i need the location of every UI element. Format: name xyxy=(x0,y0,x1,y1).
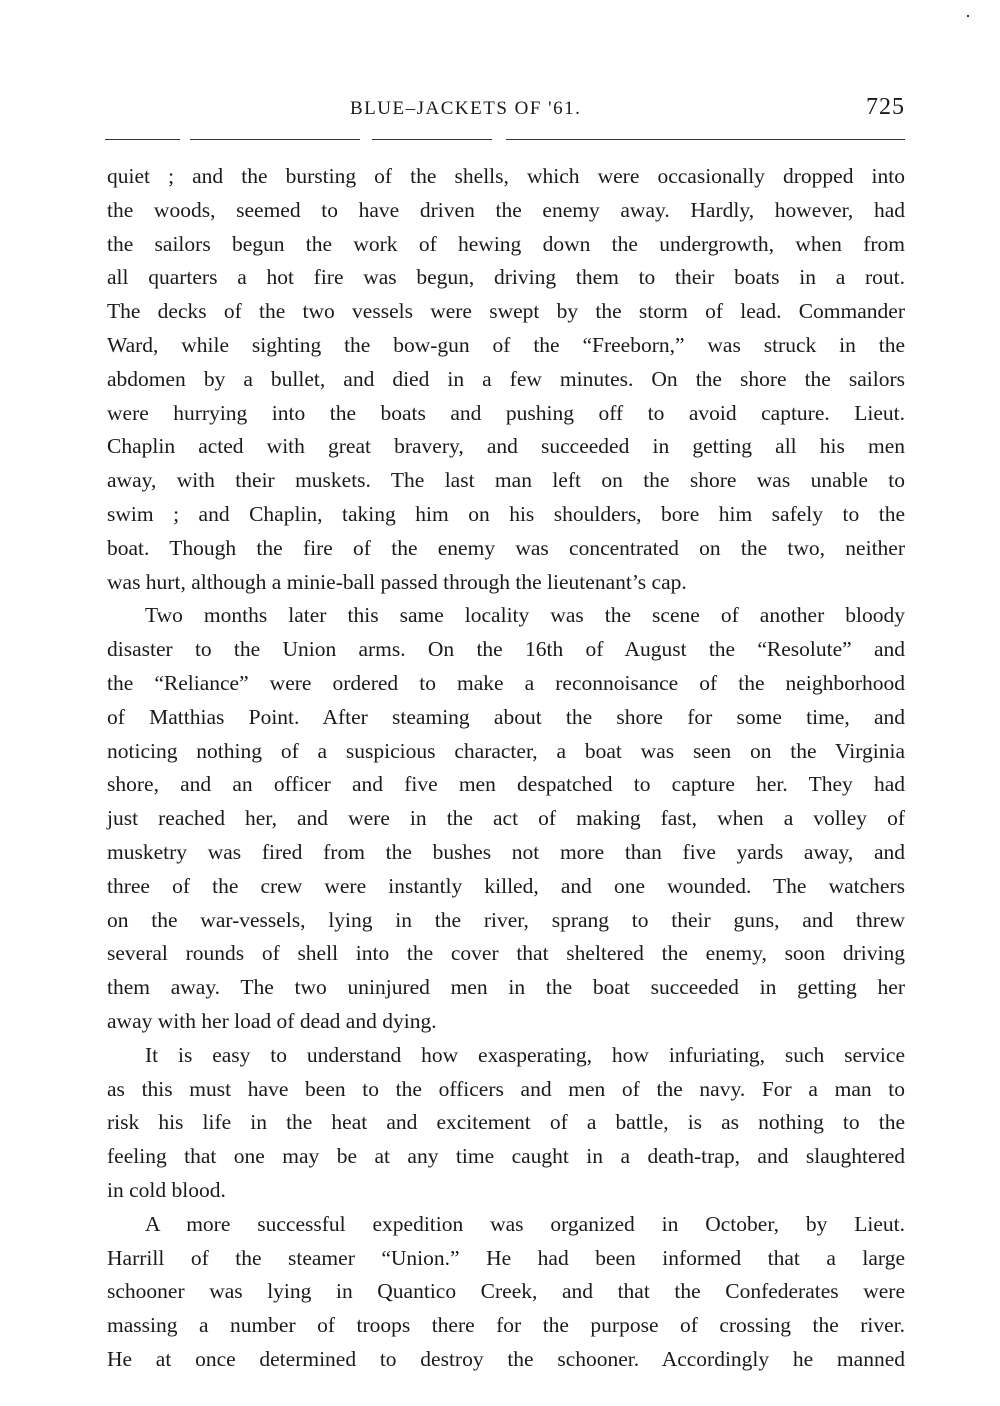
header-rule-gap xyxy=(180,137,190,142)
text-line: abdomen by a bullet, and died in a few minutes. On the shore the sailors xyxy=(107,366,905,391)
text-line: several rounds of shell into the cover that sheltered the enemy, soon driving xyxy=(107,941,905,966)
paragraph xyxy=(107,599,905,1038)
text-line: the sailors begun the work of hewing down the undergrowth, when from xyxy=(107,231,905,256)
text-line: Chaplin acted with great bravery, and succeeded in getting all his men xyxy=(107,434,905,459)
text-line: quiet ; and the bursting of the shells, which were occasionally dropped into xyxy=(107,164,905,188)
running-title: BLUE–JACKETS OF '61. xyxy=(350,98,582,119)
text-line: massing a number of troops there for the purpose of crossing the river. xyxy=(107,1313,905,1338)
text-line: were hurrying into the boats and pushing off to avoid capture. Lieut. xyxy=(107,400,905,425)
text-line: Two months later this same locality was the scene of another bloody xyxy=(145,603,905,628)
text-line: feeling that one may be at any time caught in a death-trap, and slaughtered xyxy=(107,1144,905,1169)
text-line: as this must have been to the officers and men of the navy. For a man to xyxy=(107,1076,905,1101)
text-line: away with her load of dead and dying. xyxy=(107,1008,437,1033)
text-line: in cold blood. xyxy=(107,1177,226,1202)
paragraph xyxy=(107,1208,905,1377)
text-line: boat. Though the fire of the enemy was concentrated on the two, neither xyxy=(107,535,905,560)
scan-speck xyxy=(967,15,969,17)
page-header xyxy=(105,94,905,138)
text-line: It is easy to understand how exasperating, how infuriating, such service xyxy=(145,1042,905,1067)
text-line: disaster to the Union arms. On the 16th of August the “Resolute” and xyxy=(107,637,905,662)
text-line: schooner was lying in Quantico Creek, and that the Confederates were xyxy=(107,1279,905,1304)
header-rule-gap xyxy=(360,137,372,142)
text-line: was hurt, although a minie-ball passed through the lieutenant’s cap. xyxy=(107,569,687,594)
text-line: away, with their muskets. The last man left on the shore was unable to xyxy=(107,468,905,493)
paragraph xyxy=(107,1039,905,1208)
text-line: on the war-vessels, lying in the river, sprang to their guns, and threw xyxy=(107,907,905,932)
header-rule-gap xyxy=(492,137,506,142)
text-line: Harrill of the steamer “Union.” He had been informed that a large xyxy=(107,1245,905,1270)
text-line: them away. The two uninjured men in the boat succeeded in getting her xyxy=(107,975,905,1000)
text-line: just reached her, and were in the act of making fast, when a volley of xyxy=(107,806,905,831)
text-line: musketry was fired from the bushes not more than five yards away, and xyxy=(107,839,905,864)
text-line: shore, and an officer and five men despatched to capture her. They had xyxy=(107,772,905,797)
text-line: three of the crew were instantly killed, and one wounded. The watchers xyxy=(107,873,905,898)
text-line: swim ; and Chaplin, taking him on his shoulders, bore him safely to the xyxy=(107,501,905,526)
page-number: 725 xyxy=(866,94,905,120)
paragraph xyxy=(107,160,905,599)
text-line: The decks of the two vessels were swept by the storm of lead. Commander xyxy=(107,299,905,324)
text-line: the “Reliance” were ordered to make a reconnoisance of the neighborhood xyxy=(107,670,905,695)
text-line: He at once determined to destroy the schooner. Accordingly he manned xyxy=(107,1346,905,1371)
text-line: all quarters a hot fire was begun, driving them to their boats in a rout. xyxy=(107,265,905,290)
text-line: A more successful expedition was organized in October, by Lieut. xyxy=(145,1211,905,1236)
body-text xyxy=(107,160,905,1377)
text-line: noticing nothing of a suspicious character, a boat was seen on the Virginia xyxy=(107,738,905,763)
text-line: Ward, while sighting the bow-gun of the “Freeborn,” was struck in the xyxy=(107,332,905,357)
text-line: of Matthias Point. After steaming about the shore for some time, and xyxy=(107,704,905,729)
text-line: the woods, seemed to have driven the enemy away. Hardly, however, had xyxy=(107,197,905,222)
text-line: risk his life in the heat and excitement of a battle, is as nothing to the xyxy=(107,1110,905,1135)
